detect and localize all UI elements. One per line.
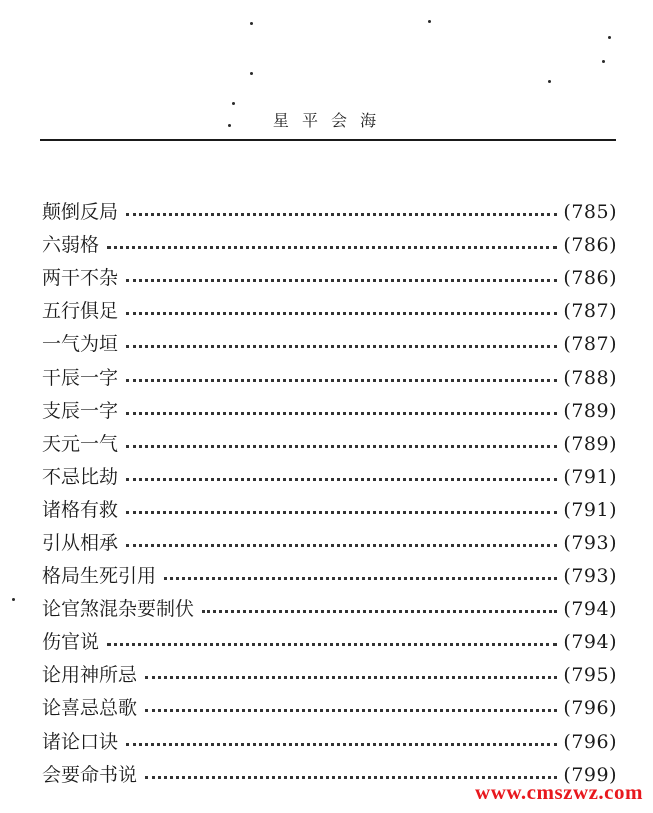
dot-leader bbox=[126, 412, 557, 415]
toc-entry-title: 论用神所忌 bbox=[42, 664, 138, 687]
toc-entry-page: (794) bbox=[563, 598, 617, 621]
toc-entry-page: (787) bbox=[563, 333, 617, 356]
scan-speck bbox=[232, 102, 235, 105]
dot-leader bbox=[145, 676, 557, 679]
toc-entry[interactable] bbox=[42, 593, 617, 626]
toc-entry-page: (791) bbox=[563, 498, 617, 521]
dot-leader bbox=[126, 345, 557, 348]
dot-leader bbox=[126, 213, 557, 216]
toc-entry-page: (795) bbox=[563, 664, 617, 687]
toc-entry-page: (785) bbox=[563, 201, 617, 224]
toc-entry[interactable] bbox=[42, 229, 617, 262]
scan-speck bbox=[250, 22, 253, 25]
toc-entry[interactable] bbox=[42, 560, 617, 593]
toc-entry[interactable] bbox=[42, 361, 617, 394]
toc-entry-page: (796) bbox=[563, 697, 617, 720]
toc-entry[interactable] bbox=[42, 428, 617, 461]
toc-entry-page: (793) bbox=[563, 565, 617, 588]
dot-leader bbox=[145, 709, 557, 712]
toc-entry-page: (794) bbox=[563, 631, 617, 654]
toc-entry-page: (786) bbox=[563, 267, 617, 290]
toc-entry-title: 论喜忌总歌 bbox=[42, 697, 138, 720]
scan-speck bbox=[250, 72, 253, 75]
toc-entry-title: 会要命书说 bbox=[42, 763, 138, 786]
toc-entry-title: 天元一气 bbox=[42, 432, 119, 455]
dot-leader bbox=[164, 577, 557, 580]
running-header-title: 星 平 会 海 bbox=[272, 111, 381, 130]
dot-leader bbox=[126, 312, 557, 315]
toc-entry[interactable] bbox=[42, 626, 617, 659]
toc-entry[interactable] bbox=[42, 196, 617, 229]
dot-leader bbox=[126, 279, 557, 282]
toc-entry[interactable] bbox=[42, 494, 617, 527]
dot-leader bbox=[107, 643, 557, 646]
toc-entry[interactable] bbox=[42, 328, 617, 361]
toc-entry[interactable] bbox=[42, 295, 617, 328]
toc-entry-page: (796) bbox=[563, 730, 617, 753]
watermark: www.cmszwz.com bbox=[475, 780, 643, 804]
dot-leader bbox=[145, 776, 557, 779]
scan-speck bbox=[602, 60, 605, 63]
toc-entry[interactable] bbox=[42, 461, 617, 494]
dot-leader bbox=[202, 610, 557, 613]
toc-entry-title: 诸格有救 bbox=[42, 498, 119, 521]
toc-entry-title: 两干不杂 bbox=[42, 267, 119, 290]
toc-entry[interactable] bbox=[42, 726, 617, 759]
toc-entry-title: 干辰一字 bbox=[42, 366, 119, 389]
toc-entry-page: (789) bbox=[563, 399, 617, 422]
toc-entry-title: 不忌比劫 bbox=[42, 465, 119, 488]
toc-entry-page: (788) bbox=[563, 366, 617, 389]
toc-entry[interactable] bbox=[42, 527, 617, 560]
toc-entry[interactable] bbox=[42, 692, 617, 725]
toc-entry-title: 五行俱足 bbox=[42, 300, 119, 323]
toc-entry[interactable] bbox=[42, 395, 617, 428]
toc-entry-page: (786) bbox=[563, 234, 617, 257]
scan-speck bbox=[548, 80, 551, 83]
toc-entry-title: 格局生死引用 bbox=[42, 565, 157, 588]
dot-leader bbox=[107, 246, 557, 249]
toc-entry-title: 一气为垣 bbox=[42, 333, 119, 356]
scan-speck bbox=[608, 36, 611, 39]
dot-leader bbox=[126, 511, 557, 514]
toc-entry[interactable] bbox=[42, 659, 617, 692]
header-rule bbox=[40, 139, 616, 141]
toc-entry-page: (793) bbox=[563, 531, 617, 554]
toc-entry-title: 六弱格 bbox=[42, 234, 100, 257]
table-of-contents bbox=[42, 196, 617, 792]
dot-leader bbox=[126, 478, 557, 481]
toc-entry[interactable] bbox=[42, 262, 617, 295]
toc-entry-page: (791) bbox=[563, 465, 617, 488]
dot-leader bbox=[126, 743, 557, 746]
toc-entry-page: (789) bbox=[563, 432, 617, 455]
scan-speck bbox=[428, 20, 431, 23]
dot-leader bbox=[126, 379, 557, 382]
dot-leader bbox=[126, 445, 557, 448]
toc-entry-title: 论官煞混杂要制伏 bbox=[42, 598, 195, 621]
toc-entry-title: 支辰一字 bbox=[42, 399, 119, 422]
scan-speck bbox=[12, 598, 15, 601]
toc-entry-title: 伤官说 bbox=[42, 631, 100, 654]
toc-entry-page: (799) bbox=[563, 763, 617, 786]
toc-entry-title: 诸论口诀 bbox=[42, 730, 119, 753]
toc-entry-page: (787) bbox=[563, 300, 617, 323]
toc-entry-title: 颠倒反局 bbox=[42, 201, 119, 224]
toc-entry-title: 引从相承 bbox=[42, 531, 119, 554]
dot-leader bbox=[126, 544, 557, 547]
